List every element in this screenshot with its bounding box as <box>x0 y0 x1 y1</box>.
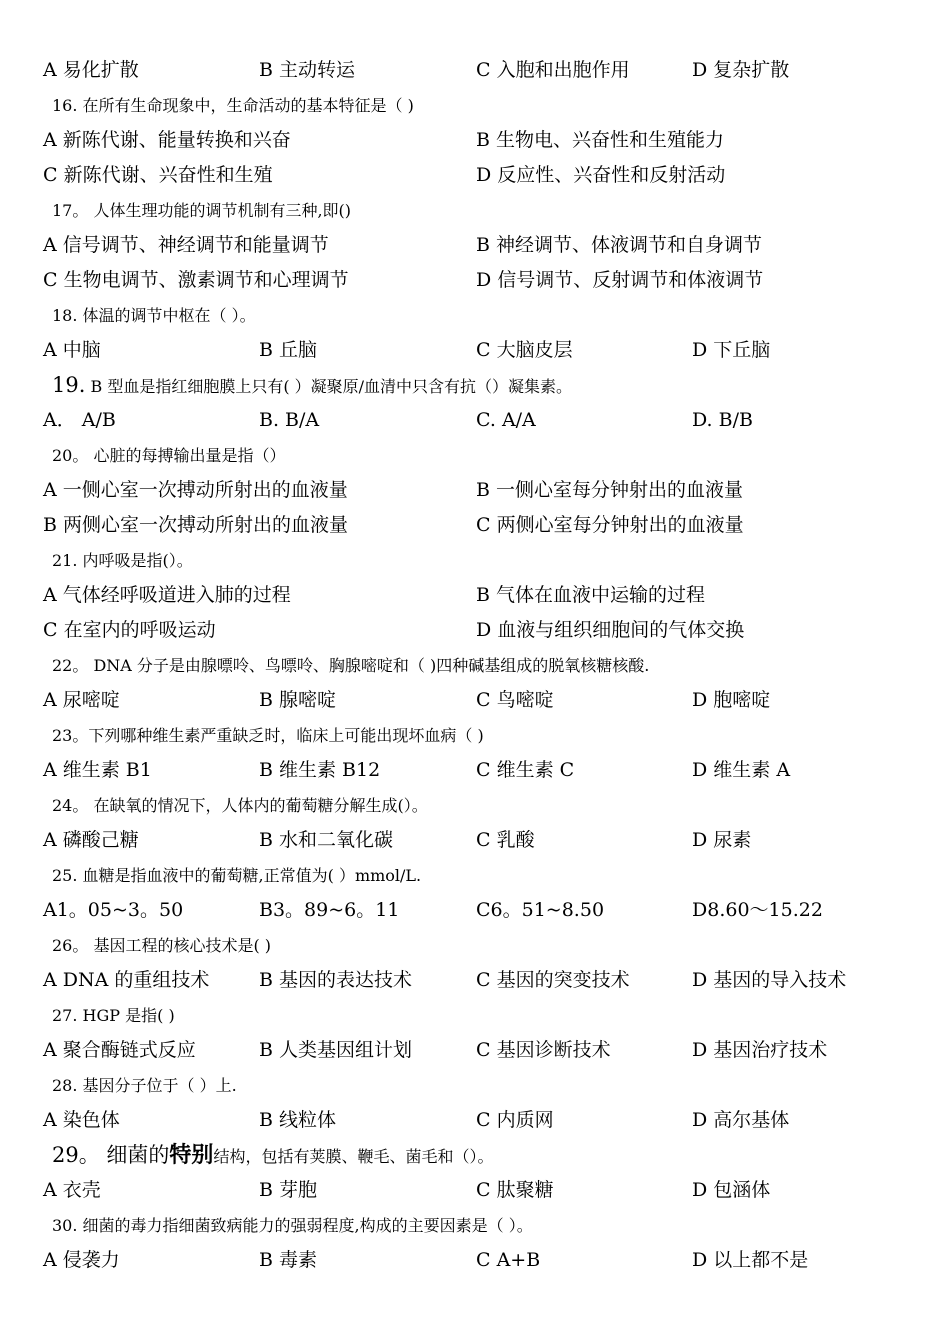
option-row <box>0 1243 950 1278</box>
option-b: B 一侧心室每分钟射出的血液量 <box>476 479 744 501</box>
option-d: D 胞嘧啶 <box>692 689 771 711</box>
question-number: 29。 <box>52 1143 100 1167</box>
option-a: A 侵袭力 <box>43 1249 120 1271</box>
question-text: 28. 基因分子位于（ ）上. <box>52 1076 237 1095</box>
option-d: D 维生素 A <box>692 759 791 781</box>
option-b: B 水和二氧化碳 <box>259 829 394 851</box>
option-d: D 尿素 <box>692 829 752 851</box>
option-c: C 新陈代谢、兴奋性和生殖 <box>43 164 273 186</box>
option-c: C 入胞和出胞作用 <box>476 59 630 81</box>
option-row <box>0 1103 950 1138</box>
option-c: C 在室内的呼吸运动 <box>43 619 216 641</box>
option-d: D 反应性、兴奋性和反射活动 <box>476 164 726 186</box>
option-c: C. A/A <box>476 409 536 431</box>
option-b: B 芽胞 <box>259 1179 318 1201</box>
option-b: B 线粒体 <box>259 1109 337 1131</box>
question-text: 27. HGP 是指( ) <box>52 1006 175 1025</box>
option-row <box>0 683 950 718</box>
option-row <box>0 823 950 858</box>
question-text: 20。 心脏的每搏输出量是指（） <box>52 446 286 465</box>
question-body: 结构，包括有荚膜、鞭毛、菌毛和（）。 <box>213 1147 494 1166</box>
option-a: A 衣壳 <box>43 1179 101 1201</box>
option-c: C 基因诊断技术 <box>476 1039 611 1061</box>
question-lead: 细菌的 <box>99 1143 170 1167</box>
question-27 <box>0 998 950 1033</box>
option-b: B 人类基因组计划 <box>259 1039 413 1061</box>
option-a: A． A/B <box>43 409 116 431</box>
option-a: A 一侧心室一次搏动所射出的血液量 <box>43 479 348 501</box>
question-26 <box>0 928 950 963</box>
question-24 <box>0 788 950 823</box>
option-d: D 复杂扩散 <box>692 59 790 81</box>
option-b: B 丘脑 <box>259 339 318 361</box>
option-d: D 血液与组织细胞间的气体交换 <box>476 619 745 641</box>
option-a: A 磷酸己糖 <box>43 829 139 851</box>
option-b: B 神经调节、体液调节和自身调节 <box>476 234 763 256</box>
question-text: 21. 内呼吸是指(）。 <box>52 551 193 570</box>
option-c: C 内质网 <box>476 1109 554 1131</box>
question-text: 22。 DNA 分子是由腺嘌呤、鸟嘌呤、胸腺嘧啶和（ )四种碱基组成的脱氧核糖核酸. <box>52 656 650 675</box>
question-emphasis: 特别 <box>169 1142 214 1168</box>
option-d: D. B/B <box>692 409 753 431</box>
option-a: A1。05~3。50 <box>43 899 184 921</box>
question-body: B 型血是指红细胞膜上只有( ）凝聚原/血清中只含有抗（）凝集素。 <box>85 377 573 396</box>
question-text <box>52 368 572 404</box>
option-b: B 毒素 <box>259 1249 318 1271</box>
option-row <box>0 963 950 998</box>
option-row <box>0 578 950 613</box>
option-c: C 生物电调节、激素调节和心理调节 <box>43 269 349 291</box>
option-d: D 高尔基体 <box>692 1109 790 1131</box>
question-18 <box>0 298 950 333</box>
option-c: C 两侧心室每分钟射出的血液量 <box>476 514 744 536</box>
option-a: A DNA 的重组技术 <box>43 969 210 991</box>
question-text: 25. 血糖是指血液中的葡萄糖,正常值为( ）mmol/L. <box>52 866 422 885</box>
option-b: B. B/A <box>259 409 320 431</box>
option-row <box>0 403 950 438</box>
option-row <box>0 123 950 158</box>
question-20 <box>0 438 950 473</box>
option-c: C 大脑皮层 <box>476 339 573 361</box>
option-a: A 维生素 B1 <box>43 759 152 781</box>
option-a: A 新陈代谢、能量转换和兴奋 <box>43 129 291 151</box>
question-25 <box>0 858 950 893</box>
option-row <box>0 613 950 648</box>
option-row <box>0 53 950 88</box>
option-b-2: B 两侧心室一次搏动所射出的血液量 <box>43 514 349 536</box>
question-text: 26。 基因工程的核心技术是( ) <box>52 936 272 955</box>
option-row <box>0 1033 950 1068</box>
question-number: 19. <box>52 373 86 397</box>
option-c: C 乳酸 <box>476 829 535 851</box>
option-row <box>0 508 950 543</box>
question-text: 16. 在所有生命现象中，生命活动的基本特征是（ ) <box>52 96 414 115</box>
option-a: A 尿嘧啶 <box>43 689 120 711</box>
question-23 <box>0 718 950 753</box>
option-b: B 主动转运 <box>259 59 356 81</box>
option-a: A 易化扩散 <box>43 59 139 81</box>
option-c: C 基因的突变技术 <box>476 969 630 991</box>
option-c: C 维生素 C <box>476 759 575 781</box>
question-29 <box>0 1138 950 1173</box>
question-19 <box>0 368 950 403</box>
question-16 <box>0 88 950 123</box>
option-a: A 染色体 <box>43 1109 120 1131</box>
option-d: D 基因治疗技术 <box>692 1039 828 1061</box>
option-row <box>0 333 950 368</box>
option-b: B 气体在血液中运输的过程 <box>476 584 706 606</box>
option-row <box>0 473 950 508</box>
option-row <box>0 1173 950 1208</box>
option-b: B3。89~6。11 <box>259 899 400 921</box>
question-text: 18. 体温的调节中枢在（ ）。 <box>52 306 256 325</box>
option-b: B 腺嘧啶 <box>259 689 337 711</box>
option-c: C 肽聚糖 <box>476 1179 554 1201</box>
option-d: D 包涵体 <box>692 1179 771 1201</box>
question-text: 23。下列哪种维生素严重缺乏时，临床上可能出现坏血病（ ) <box>52 726 484 745</box>
option-c: C A+B <box>476 1249 541 1271</box>
option-b: B 基因的表达技术 <box>259 969 413 991</box>
option-b: B 维生素 B12 <box>259 759 381 781</box>
option-d: D 信号调节、反射调节和体液调节 <box>476 269 764 291</box>
option-c: C 鸟嘧啶 <box>476 689 554 711</box>
option-c: C6。51~8.50 <box>476 899 605 921</box>
question-21 <box>0 543 950 578</box>
option-a: A 聚合酶链式反应 <box>43 1039 196 1061</box>
option-d: D8.60～15.22 <box>692 899 823 921</box>
option-d: D 以上都不是 <box>692 1249 809 1271</box>
option-a: A 中脑 <box>43 339 101 361</box>
option-d: D 基因的导入技术 <box>692 969 847 991</box>
option-row <box>0 753 950 788</box>
option-row <box>0 228 950 263</box>
option-a: A 信号调节、神经调节和能量调节 <box>43 234 329 256</box>
question-30 <box>0 1208 950 1243</box>
option-a: A 气体经呼吸道进入肺的过程 <box>43 584 291 606</box>
question-text: 30. 细菌的毒力指细菌致病能力的强弱程度,构成的主要因素是（ ）。 <box>52 1216 533 1235</box>
question-17 <box>0 193 950 228</box>
option-d: D 下丘脑 <box>692 339 771 361</box>
question-text: 24。 在缺氧的情况下，人体内的葡萄糖分解生成(）。 <box>52 796 428 815</box>
question-text: 17。 人体生理功能的调节机制有三种,即() <box>52 201 352 220</box>
question-28 <box>0 1068 950 1103</box>
question-22 <box>0 648 950 683</box>
option-row <box>0 263 950 298</box>
option-row <box>0 158 950 193</box>
question-text <box>52 1138 493 1174</box>
option-row <box>0 893 950 928</box>
option-b: B 生物电、兴奋性和生殖能力 <box>476 129 725 151</box>
